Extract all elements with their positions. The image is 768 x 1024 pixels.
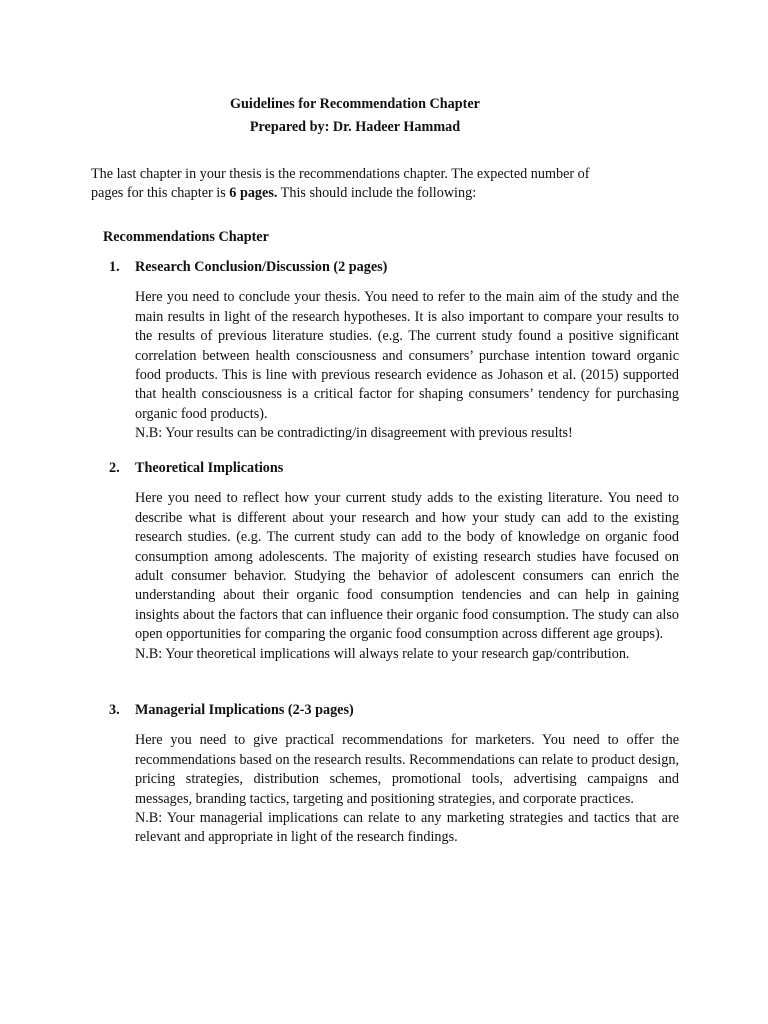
item-body xyxy=(135,288,679,443)
document-title: Guidelines for Recommendation Chapter xyxy=(230,96,480,112)
document-author: Prepared by: Dr. Hadeer Hammad xyxy=(249,119,461,135)
item-heading-text: Research Conclusion/Discussion (2 pages) xyxy=(135,259,388,275)
item-heading xyxy=(109,459,679,478)
intro-text-end: This should include the following: xyxy=(277,185,477,202)
item-heading xyxy=(109,701,679,720)
intro-paragraph xyxy=(91,165,621,204)
item-body-text: Here you need to conclude your thesis. You need to refer to the main aim of the study and the main results in light of the research hypotheses. It is also important to compare your results to the results of previous literature studies. (e.g. The current study found a positive significant correlation between health consciousness and consumers’ purchase intention toward organic food products. This is line with previous research evidence as Johason et al. (2015) supported that health consciousness is a critical factor for shaping consumers’ tendency for purchasing organic food products). xyxy=(135,289,679,422)
item-heading-text: Theoretical Implications xyxy=(135,460,284,476)
item-note: N.B: Your managerial implications can relate to any marketing strategies and tactics that are relevant and appropriate in light of the research findings. xyxy=(135,810,679,846)
item-heading xyxy=(109,258,679,277)
item-number: 2. xyxy=(109,460,120,476)
list-item xyxy=(109,459,679,664)
item-body xyxy=(135,489,679,664)
intro-page-count: 6 pages. xyxy=(229,185,278,202)
item-number: 1. xyxy=(109,259,120,275)
item-note: N.B: Your results can be contradicting/in disagreement with previous results! xyxy=(135,425,573,442)
list-item xyxy=(109,701,679,848)
item-number: 3. xyxy=(109,702,120,718)
section-title: Recommendations Chapter xyxy=(103,229,269,245)
item-body-text: Here you need to give practical recommendations for marketers. You need to offer the recommendations based on the research results. Recommendations can relate to product design, pricing strategies, distribution schemes, promotional tools, advertising campaigns and messages, branding tactics, targeting and positioning strategies, and corporate practices. xyxy=(135,732,679,807)
list-item xyxy=(109,258,679,444)
document-header xyxy=(0,93,710,139)
item-heading-text: Managerial Implications (2-3 pages) xyxy=(135,702,354,718)
item-body xyxy=(135,731,679,847)
item-note: N.B: Your theoretical implications will always relate to your research gap/contribution. xyxy=(135,645,630,662)
item-body-text: Here you need to reflect how your current study adds to the existing literature. You need to describe what is different about your research and how your study can add to the existing research studies. (e.g. The current study can add to the body of knowledge on organic food consumption among adolescents. The majority of existing research studies have focused on adult consumer behavior. Studying the behavior of adolescent consumers can enrich the understanding about their organic food consumption tendencies and can help in gaining insights about the factors that can influence their organic food consumption. The study can also open opportunities for comparing the organic food consumption across different age groups). xyxy=(135,490,679,643)
intro-text: The last chapter in your thesis is the recommendations chapter. The expected number of pages for this chapter is xyxy=(91,166,590,202)
